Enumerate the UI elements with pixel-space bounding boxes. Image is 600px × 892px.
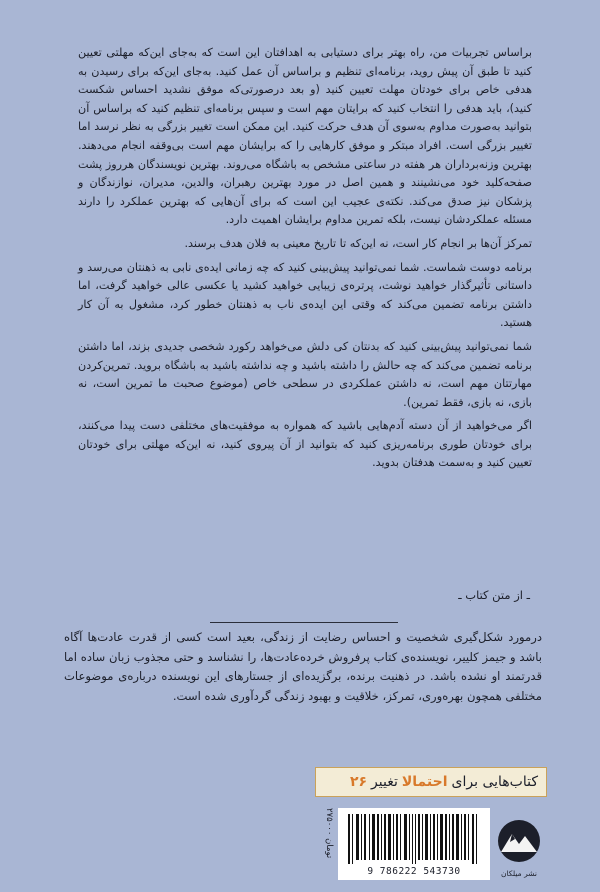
excerpt-paragraph-5: اگر می‌خواهید از آن دسته آدم‌هایی باشید که همواره به موفقیت‌های مختلفی دست پیدا می‌کنند، برای خودتان طوری برنامه‌ریزی کنید که بتوانید از آن پیروی کنید، نه این‌که مهلتی برای خودتان تعیین کنید و به‌سمت هدفتان بدوید. [78, 419, 532, 470]
book-description: درمورد شکل‌گیری شخصیت و احساس رضایت از زندگی، بعید است کسی از قدرت عادت‌ها آگاه باشد و جیمز کلییر، نویسنده‌ی کتاب پرفروش خرده‌عادت‌ها، را نشناسد و حتی مجذوب زبان ساده اما قدرتمند او نشده باشد. در ذهنیت برنده، برگزیده‌ای از جستارهای این نویسنده درباره‌ی موضوعات مختلفی همچون بهره‌وری، تمرکز، خلاقیت و بهبود زندگی گردآوری شده است. [64, 630, 542, 703]
barcode-bars [346, 814, 482, 864]
publisher-name: نشر میلکان [501, 869, 537, 878]
excerpt-paragraph-3: برنامه دوست شماست. شما نمی‌توانید پیش‌بینی کنید که چه زمانی ایده‌ی نابی به ذهنتان می‌رسد و داستانی تأثیرگذار خواهید نوشت، پرتره‌ی زیبایی خواهید کشید یا عکسی عالی خواهید گرفت، اما داشتن برنامه تضمین می‌کند که وقتی این ایده‌ی ناب به ذهنتان خطور کرد، مشغول به آن کار هستید. [78, 260, 532, 330]
price-label: ۲۷۵۰۰۰ تومان [324, 808, 334, 859]
publisher-logo [492, 818, 546, 878]
barcode [338, 808, 490, 880]
series-suffix: تغییر [371, 774, 398, 790]
excerpt-source: ـ از متن کتاب ـ [458, 588, 530, 602]
isbn-number: 9 786222 543730 [367, 866, 461, 877]
series-accent-word: احتمالا [401, 774, 448, 790]
excerpt-text [78, 44, 532, 478]
mountain-icon [492, 818, 546, 864]
excerpt-paragraph-1: براساس تجربیات من، راه بهتر برای دستیابی به اهدافتان این است که به‌جای این‌که مهلتی تعیین کنید تا طبق آن پیش روید، برنامه‌ای تنظیم و براساس آن عمل کنید. به‌جای این‌که برای رسیدن به هدفی خاص برای خودتان مهلت تعیین کنید (و بعد درصورتی‌که موفق نشدید احساس شکست کنید)، باید هدفی را انتخاب کنید که برایتان مهم است و سپس برنامه‌ای تنظیم کنید که براساس آن بتوانید به‌صورت مداوم به‌سوی آن هدف حرکت کنید. این ممکن است تغییر بزرگی به نظر نرسد اما تغییر بزرگی است. افراد مبتکر و موفق کارهایی را که برایشان مهم است بی‌وقفه انجام می‌دهند. بهترین وزنه‌برداران هر هفته در ساعتی مشخص به باشگاه می‌روند. بهترین نویسندگان هرروز پشت صفحه‌کلید خود می‌نشینند و همین اصل در مورد بهترین رهبران، والدین، مدیران، نوازندگان و پزشکان نیز صدق می‌کند. نکته‌ی عجیب این است که برای آن‌هایی که بهترین عملکرد را دارند مسئله عملکردشان نیست، بلکه تمرین مداوم برایشان اهمیت دارد. [78, 46, 532, 227]
series-prefix: کتاب‌هایی برای [451, 774, 538, 790]
section-divider [210, 622, 398, 623]
series-label [315, 767, 547, 797]
series-number: ۲۶ [349, 774, 368, 790]
excerpt-paragraph-2: تمرکز آن‌ها بر انجام کار است، نه این‌که تا تاریخ معینی به فلان هدف برسند. [184, 236, 532, 250]
excerpt-paragraph-4: شما نمی‌توانید پیش‌بینی کنید که بدنتان کی دلش می‌خواهد رکورد شخصی جدیدی بزند، اما داشتن برنامه تضمین می‌کند که چه حالش را داشته باشید و چه نداشته باشید به باشگاه بروید. تمرین‌کردن مهارتتان مهم است، نه داشتن عملکردی در سطحی خاص (موضوع صحبت ما تمرین است، نه بازی، نه بازی، فقط تمرین). [78, 339, 532, 409]
